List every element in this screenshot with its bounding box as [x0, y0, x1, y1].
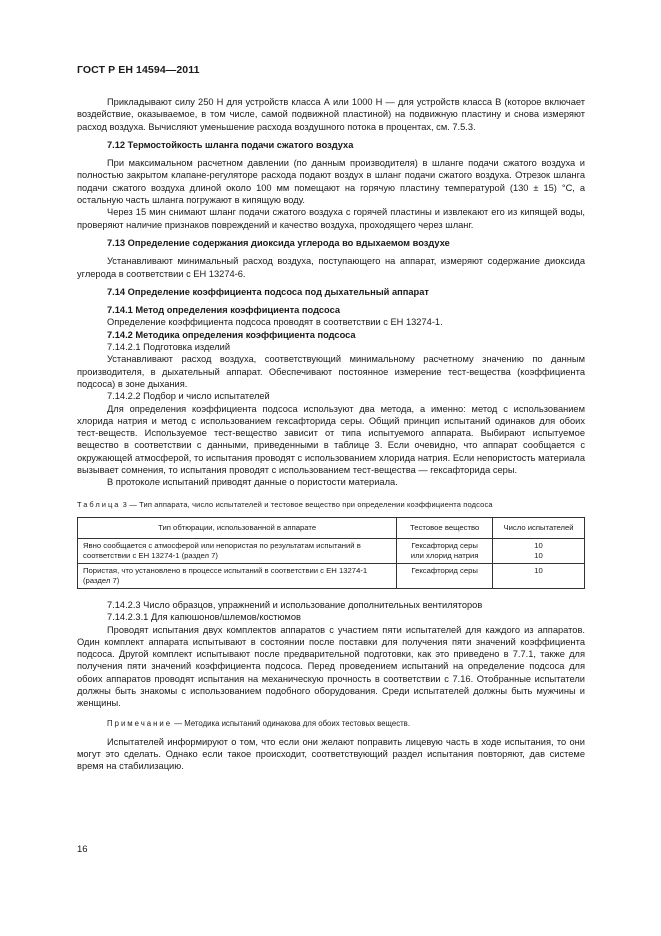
subsection-title: 7.14.2.3.1 Для капюшонов/шлемов/костюмов [107, 612, 301, 623]
page-number: 16 [77, 844, 88, 855]
table-header-cell: Тестовое вещество [397, 517, 493, 538]
paragraph: При максимальном расчетном давлении (по данным производителя) в шланге подачи сжатого воздуха и полностью закрытом клапане-регуляторе расхода подают воздух в шланг подачи сжатого воздуха. Отрезок шланга подачи сжатого воздуха длиной около 100 мм помещают на горячую пластину температурой (130 ± 15) °C, а остальную часть шланга погружают в кипящую воду. [77, 158, 585, 206]
table-cell [397, 538, 493, 563]
paragraph: Устанавливают минимальный расход воздуха, поступающего на аппарат, измеряют содержание диоксида углерода в соответствии с ЕН 13274-6. [77, 256, 585, 279]
table-caption-word: Таблица [77, 499, 121, 509]
table-cell: Пористая, что установлено в процессе испытаний в соответствии с ЕН 13274-1 (раздел 7) [78, 563, 397, 588]
table-caption-text: 3 — Тип аппарата, число испытателей и тестовое вещество при определении коэффициента подсоса [120, 499, 493, 509]
table-cell: Гексафторид серы [397, 563, 493, 588]
note [77, 718, 585, 730]
paragraph: Устанавливают расход воздуха, соответствующий минимальному расчетному значению по данным производителя, в дыхательный аппарат. Обеспечивают постоянное измерение тест-вещества (коэффициента подсоса) в зоне дыхания. [77, 354, 585, 389]
table-caption [77, 499, 585, 511]
document-header: ГОСТ Р ЕН 14594—2011 [77, 64, 200, 76]
document-body [77, 96, 585, 773]
table-row [78, 563, 585, 588]
paragraph: Для определения коэффициента подсоса используют два метода, а именно: метод с использованием хлорида натрия и метод с использованием гексафторида серы. Общий принцип испытаний одинаков для обоих тест-веществ. Используемое тест-вещество зависит от типа испытуемого аппарата. Выбирают испытуемое вещество в соответствии с данными, приведенными в таблице 3. Если очевидно, что аппарат сообщается с окружающей атмосферой, то испытания проводят с использованием хлорида натрия. Если непористость материала вызывает сомнения, то испытания проводят с использованием тест-вещества — гексафторида серы. [77, 403, 585, 476]
section-heading-7-13: 7.13 Определение содержания диоксида углерода во вдыхаемом воздухе [107, 237, 450, 248]
paragraph: Испытателей информируют о том, что если они желают поправить лицевую часть в ходе испытания, то они могут это сделать. Однако если такое происходит, соответствующий раздел испытания повторяют, дав системе время на стабилизацию. [77, 736, 585, 772]
table-3 [77, 517, 585, 589]
table-header-row [78, 517, 585, 538]
tester-count: 10 [534, 550, 543, 560]
table-cell [493, 538, 585, 563]
subsection-title: 7.14.2.2 Подбор и число испытателей [107, 391, 270, 402]
section-heading-7-14-1: 7.14.1 Метод определения коэффициента подсоса [107, 305, 341, 316]
section-heading-7-14-2: 7.14.2 Методика определения коэффициента подсоса [107, 329, 356, 340]
test-substance: или хлорид натрия [410, 550, 479, 560]
note-text: — Методика испытаний одинакова для обоих тестовых веществ. [172, 718, 410, 728]
table-row [78, 538, 585, 563]
table-header-cell: Число испытателей [493, 517, 585, 538]
paragraph: В протоколе испытаний приводят данные о пористости материала. [107, 477, 398, 488]
paragraph: Проводят испытания двух комплектов аппаратов с участием пяти испытателей для каждого из аппаратов. Один комплект аппарата испытывают в состоянии после поставки для получения пяти значений коэффициента подсоса. Другой комплект испытывают после предварительной подготовки, как это приведено в 7.7.1, также для получения пяти значений коэффициента подсоса. Перед проведением испытаний на определение подсоса для обоих аппаратов проводят испытания на механическую прочность в соответствии с 7.16. Отобранные испытатели должны быть знакомы с использованием подобного оборудования. Среди испытателей должны быть мужчины и женщины. [77, 624, 585, 709]
note-label: Примечание [107, 718, 173, 728]
test-substance: Гексафторид серы [411, 540, 478, 550]
section-heading-7-14: 7.14 Определение коэффициента подсоса под дыхательный аппарат [107, 286, 429, 297]
table-cell: Явно сообщается с атмосферой или непористая по результатам испытаний в соответствии с ЕН 13274-1 (раздел 7) [78, 538, 397, 563]
subsection-title: 7.14.2.1 Подготовка изделий [107, 342, 231, 353]
subsection-title: 7.14.2.3 Число образцов, упражнений и использование дополнительных вентиляторов [107, 599, 483, 610]
table-cell: 10 [493, 563, 585, 588]
table-header-cell: Тип обтюрации, использованной в аппарате [78, 517, 397, 538]
paragraph: Прикладывают силу 250 Н для устройств класса А или 1000 Н — для устройств класса В (которое включает воздействие, оказываемое, в том числе, самой подвижной пластиной) на подвижную пластину и снова измеряют расход воздуха. Вычисляют уменьшение расхода воздушного потока в процентах, см. 7.5.3. [77, 97, 585, 132]
section-heading-7-12: 7.12 Термостойкость шланга подачи сжатого воздуха [107, 139, 354, 150]
paragraph: Через 15 мин снимают шланг подачи сжатого воздуха с горячей пластины и извлекают его из кипящей воды, проверяют наличие признаков повреждений и качество воздуха, проходящего через шланг. [77, 207, 585, 230]
paragraph: Определение коэффициента подсоса проводят в соответствии с ЕН 13274-1. [107, 317, 443, 328]
tester-count: 10 [534, 540, 543, 550]
